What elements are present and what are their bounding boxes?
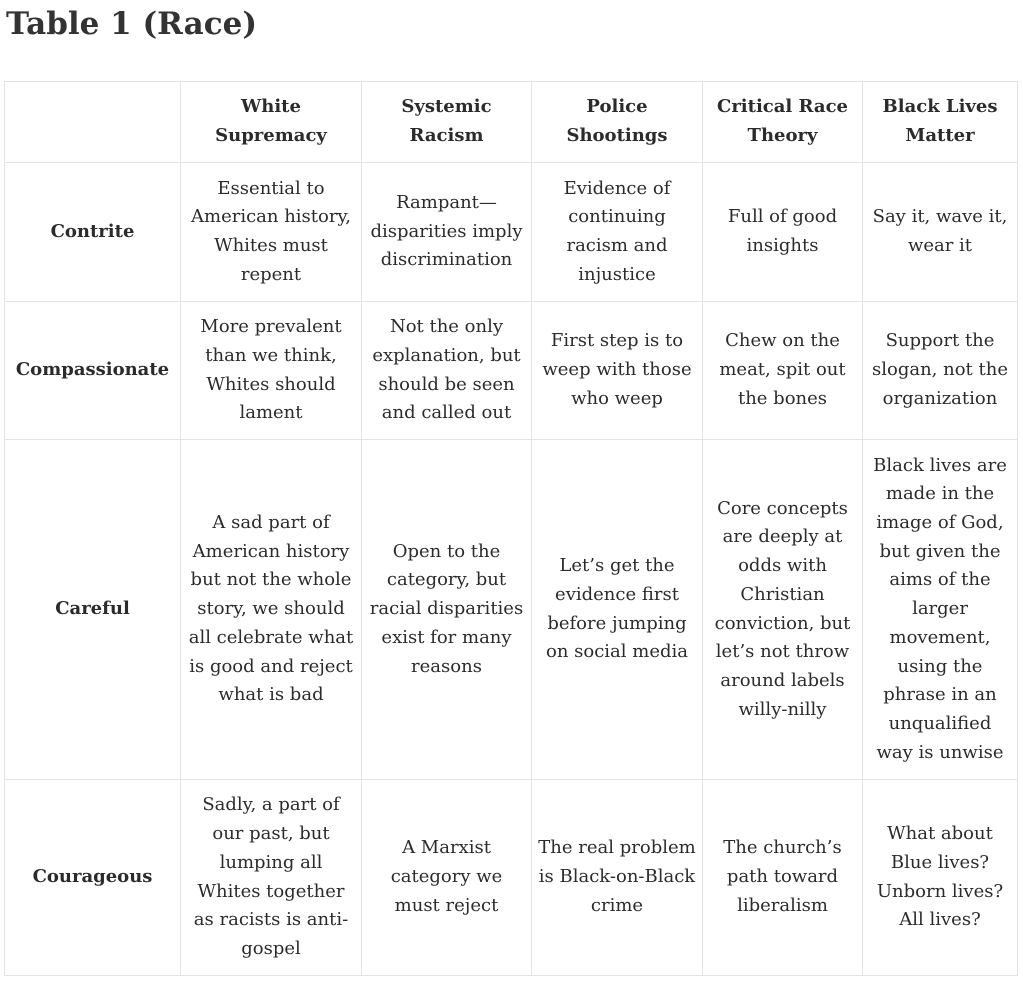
table-cell: More prevalent than we think, Whites should lament <box>181 302 362 440</box>
table-cell: Black lives are made in the image of God, but given the aims of the larger movement, using the phrase in an unqualified way is unwise <box>863 440 1018 780</box>
race-table <box>4 81 1018 976</box>
row-header-courageous: Courageous <box>5 780 181 976</box>
table-cell: First step is to weep with those who weep <box>532 302 703 440</box>
table-row <box>5 163 1018 302</box>
page-title: Table 1 (Race) <box>6 6 258 42</box>
table-row <box>5 440 1018 780</box>
table-cell: Full of good insights <box>703 163 863 302</box>
table-cell: The church’s path toward liberalism <box>703 780 863 976</box>
column-header-systemic-racism: Systemic Racism <box>362 82 532 163</box>
table-row <box>5 302 1018 440</box>
column-header-police-shootings: Police Shootings <box>532 82 703 163</box>
table-cell: A Marxist category we must reject <box>362 780 532 976</box>
table-cell: Sadly, a part of our past, but lumping all Whites together as racists is anti-gospel <box>181 780 362 976</box>
corner-cell <box>5 82 181 163</box>
column-header-critical-race-theory: Critical Race Theory <box>703 82 863 163</box>
table-cell: A sad part of American history but not the whole story, we should all celebrate what is good and reject what is bad <box>181 440 362 780</box>
table-row <box>5 780 1018 976</box>
table-cell: Open to the category, but racial disparities exist for many reasons <box>362 440 532 780</box>
table-cell: Core concepts are deeply at odds with Christian conviction, but let’s not throw around labels willy-nilly <box>703 440 863 780</box>
table-cell: Support the slogan, not the organization <box>863 302 1018 440</box>
column-header-black-lives-matter: Black Lives Matter <box>863 82 1018 163</box>
table-cell: What about Blue lives? Unborn lives? All lives? <box>863 780 1018 976</box>
row-header-compassionate: Compassionate <box>5 302 181 440</box>
table-cell: Chew on the meat, spit out the bones <box>703 302 863 440</box>
table-cell: Let’s get the evidence first before jumping on social media <box>532 440 703 780</box>
header-row <box>5 82 1018 163</box>
table-cell: Rampant—disparities imply discrimination <box>362 163 532 302</box>
table-cell: Evidence of continuing racism and injustice <box>532 163 703 302</box>
table-cell: The real problem is Black-on-Black crime <box>532 780 703 976</box>
column-header-white-supremacy: White Supremacy <box>181 82 362 163</box>
table-cell: Say it, wave it, wear it <box>863 163 1018 302</box>
table-cell: Not the only explanation, but should be seen and called out <box>362 302 532 440</box>
row-header-careful: Careful <box>5 440 181 780</box>
table-cell: Essential to American history, Whites must repent <box>181 163 362 302</box>
row-header-contrite: Contrite <box>5 163 181 302</box>
